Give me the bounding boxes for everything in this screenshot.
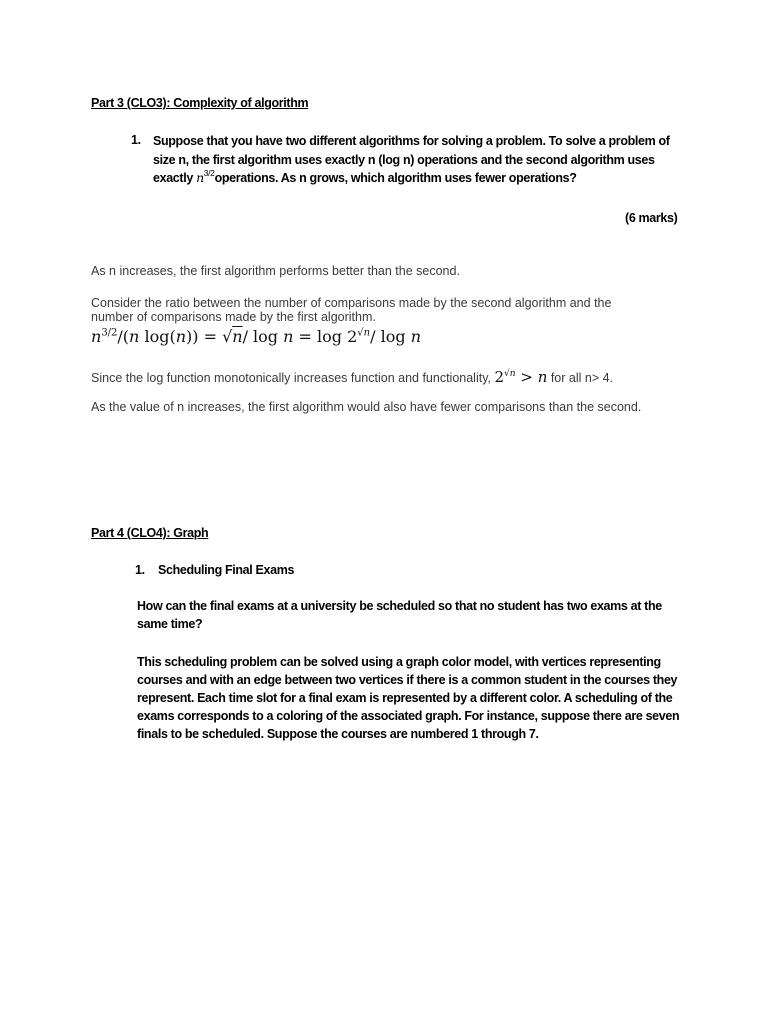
part4-question-line-1: How can the final exams at a university be scheduled so that no student has two exams at the: [137, 599, 662, 613]
explanation-line: courses and with an edge between two vertices if there is a common student in the courses they: [137, 673, 678, 687]
item-title: Scheduling Final Exams: [158, 563, 295, 577]
answer-paragraph-3: Since the log function monotonically increases function and functionality, $2^{√n} > n$ for all n> 4.: [91, 368, 614, 386]
explanation-line: finals to be scheduled. Suppose the courses are numbered 1 through 7.: [137, 727, 539, 741]
explanation-line: exams corresponds to a coloring of the associated graph. For instance, suppose there are seven: [137, 709, 680, 723]
answer-paragraph-1: As n increases, the first algorithm performs better than the second.: [91, 264, 460, 278]
question-line-1: Suppose that you have two different algorithms for solving a problem. To solve a problem of: [153, 134, 670, 148]
question-line-3: exactly $n^{3/2}operations$. As n grows, which algorithm uses fewer operations?: [153, 168, 577, 185]
n-power-math: $n^{3/2}$: [196, 168, 215, 185]
explanation-line: represent. Each time slot for a final exam is represented by a different color. A scheduling of the: [137, 691, 673, 705]
part3-heading: Part 3 (CLO3): Complexity of algorithm: [91, 96, 309, 110]
question-line-2: size n, the first algorithm uses exactly n (log n) operations and the second algorithm uses: [153, 152, 655, 167]
question-number: 1.: [131, 133, 141, 147]
inequality-math: $2^{√n} > n$: [494, 368, 548, 386]
ratio-equation: $n^{3/2}/(n$ log(n)) = √n/ $\log n = \log 2^{√n}/$ log n: [91, 327, 421, 346]
part4-heading: Part 4 (CLO4): Graph: [91, 526, 209, 540]
marks-label: (6 marks): [625, 211, 678, 225]
question-text: [153, 132, 693, 189]
explanation-line: This scheduling problem can be solved using a graph color model, with vertices representing: [137, 655, 661, 669]
part4-question: [137, 597, 687, 633]
answer-paragraph-2-line-1: Consider the ratio between the number of comparisons made by the second algorithm and the: [91, 296, 612, 310]
item-number: 1.: [135, 563, 145, 577]
answer-paragraph-2-line-2: number of comparisons made by the first algorithm.: [91, 310, 376, 324]
part4-explanation: [137, 653, 687, 743]
part4-question-line-2: same time?: [137, 617, 203, 631]
answer-paragraph-4: As the value of n increases, the first algorithm would also have fewer comparisons than the second.: [91, 400, 642, 414]
